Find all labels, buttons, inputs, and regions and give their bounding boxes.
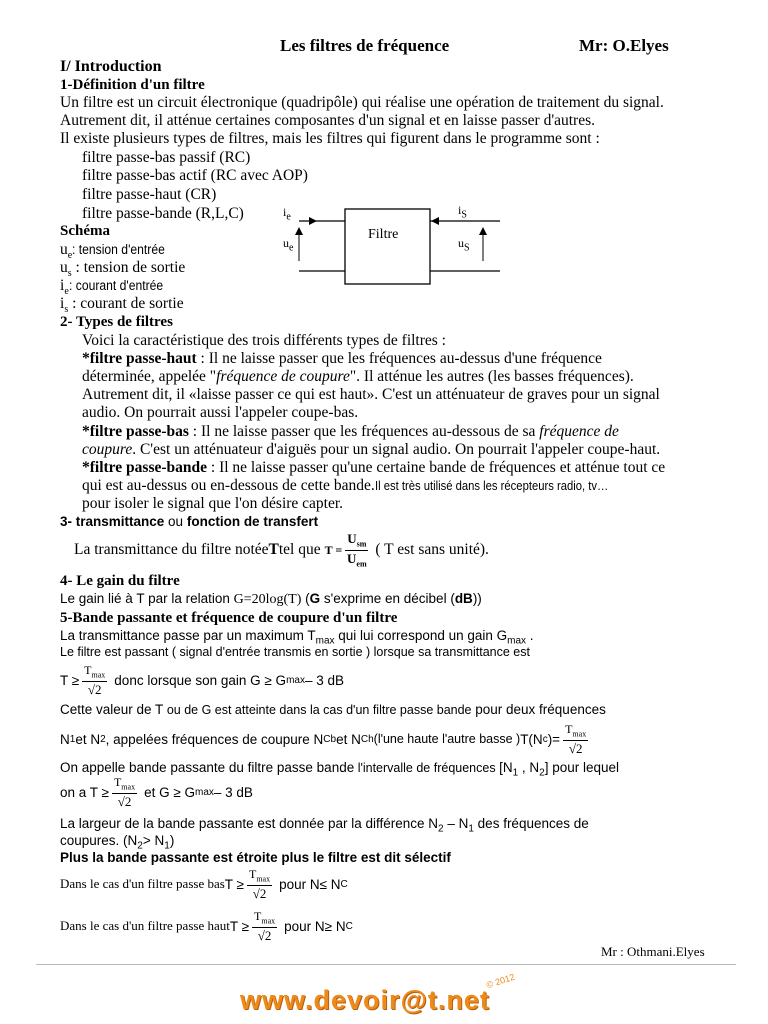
filter-type-item: filtre passe-haut (CR) <box>82 186 217 203</box>
filter-box-label: Filtre <box>368 227 399 242</box>
legend-ie: $i_e$: courant d'entrée <box>60 277 163 298</box>
bandwidth-line-4: Cette valeur de T ou de G est atteinte dans la cas d'un filtre passe bande pour deux fréquences <box>60 702 606 717</box>
filter-block-diagram <box>275 195 520 295</box>
definition-line-2: Autrement dit, il atténue certaines composantes d'un signal et en laisse passer d'autres. <box>60 112 596 129</box>
footer-divider <box>36 964 736 965</box>
bandwidth-line-6: On appelle bande passante du filtre passe bande l'intervalle de fréquences [$N_1$ , $N_2$] pour lequel <box>60 760 620 779</box>
site-logo: www.devoir@t.net <box>240 985 490 1015</box>
filter-type-item: filtre passe-bas actif (RC avec AOP) <box>82 167 308 184</box>
tmax-over-root2: $\frac{T_{max}}{√2}$ <box>84 663 106 697</box>
diagram-ie-label: $i_e$ <box>283 205 291 223</box>
tmax-over-root2: $\frac{T_{max}}{√2}$ <box>113 775 136 809</box>
transmittance-heading: 3- transmittance ou fonction de transfert <box>60 514 319 529</box>
types-heading: 2- Types de filtres <box>60 314 173 330</box>
bandwidth-line-7: on a T ≥ $\frac{T_{max}}{√2}$ et G ≥ G max – 3 dB <box>60 775 253 809</box>
bandwidth-line-8: La largeur de la bande passante est donnée par la différence $N_2 - N_1$ des fréquences de <box>60 816 589 835</box>
bandwidth-line-1: La transmittance passe par un maximum $T_{max}$ qui lui correspond un gain $G_{max}$ . <box>60 628 534 647</box>
diagram-us-label: $u_S$ <box>458 236 470 254</box>
filter-type-item: filtre passe-bas passif (RC) <box>82 149 251 166</box>
footer-signature: Mr : Othmani.Elyes <box>601 944 705 959</box>
legend-us: $u_s$ : tension de sortie <box>60 259 186 280</box>
page-title: Les filtres de fréquence <box>280 36 450 55</box>
transmittance-fraction: $\frac{U_{sm}}{U_{em}}$ <box>347 530 367 569</box>
selectivity-statement: Plus la bande passante est étroite plus le filtre est dit sélectif <box>60 850 451 865</box>
tmax-over-root2: $\frac{T_{max}}{√2}$ <box>248 867 271 901</box>
highpass-line-2: déterminée, appelée "fréquence de coupure". Il atténue les autres (les basses fréquences). <box>82 368 634 385</box>
definition-line-1: Un filtre est un circuit électronique (quadripôle) qui réalise une opération de traitement du signal. <box>60 94 664 111</box>
gain-definition: Le gain lié à T par la relation G=20log(T) (G s'exprime en décibel (dB)) <box>60 591 482 607</box>
logo-year: © 2012 <box>485 971 516 991</box>
filter-type-item: filtre passe-bande (R,L,C) <box>82 205 244 222</box>
ie-arrow-icon <box>309 217 317 225</box>
highpass-line-4: audio. On pourrait aussi l'appeler coupe-bas. <box>82 404 359 421</box>
bandpass-line-1: *filtre passe-bande : Il ne laisse passer qu'une certaine bande de fréquences et atténue tout ce <box>82 459 666 476</box>
tmax-over-root2: $\frac{T_{max}}{√2}$ <box>254 909 276 943</box>
ue-arrow-icon <box>295 227 303 235</box>
definition-heading: 1-Définition d'un filtre <box>60 77 205 93</box>
bandwidth-line-5: N 1 et N 2 , appelées fréquences de coupure N Cb et N Ch (l'une haute l'autre basse ) T(N c )= $\frac{T_{max}}{√2}$ <box>60 722 587 756</box>
bandwidth-line-9: coupures. $(N_2> N_1)$ <box>60 833 175 852</box>
lowpass-condition: Dans le cas d'un filtre passe bas T ≥ $\frac{T_{max}}{√2}$ pour N≤ N C <box>60 867 348 901</box>
legend-ue: $u_e$: tension d'entrée <box>60 241 166 262</box>
lowpass-line-1: *filtre passe-bas : Il ne laisse passer que les fréquences au-dessous de sa fréquence de <box>82 423 619 440</box>
highpass-line-1: *filtre passe-haut : Il ne laisse passer que les fréquences au-dessus d'une fréquence <box>82 350 602 367</box>
bandpass-line-2: qui est au-dessus ou en-dessous de cette bande.Il est très utilisé dans les récepteurs radio, tv… <box>82 477 608 494</box>
highpass-condition: Dans le cas d'un filtre passe haut T ≥ $\frac{T_{max}}{√2}$ pour N≥ N C <box>60 909 353 943</box>
types-intro: Voici la caractéristique des trois différents types de filtres : <box>82 332 446 349</box>
bandwidth-line-2: Le filtre est passant ( signal d'entrée transmis en sortie ) lorsque sa transmittance est <box>60 645 530 659</box>
transmittance-definition: La transmittance du filtre notée T tel que T = $\frac{U_{sm}}{U_{em}}$ ( T est sans unité). <box>74 530 489 569</box>
filter-box <box>345 209 430 284</box>
schema-heading: Schéma <box>60 223 110 239</box>
diagram-ue-label: $u_e$ <box>283 236 294 254</box>
is-arrow-icon <box>431 217 439 225</box>
diagram-is-label: $i_S$ <box>458 203 467 221</box>
legend-is: $i_s$ : courant de sortie <box>60 295 184 316</box>
section-heading-introduction: I/ Introduction <box>60 58 162 75</box>
us-arrow-icon <box>479 227 487 235</box>
bandwidth-heading: 5-Bande passante et fréquence de coupure d'un filtre <box>60 610 398 626</box>
lowpass-line-2: coupure. C'est un atténuateur d'aiguës pour un signal audio. On pourrait l'appeler coupe-haut. <box>82 441 661 458</box>
bandwidth-line-3: T ≥ $\frac{T_{max}}{√2}$ donc lorsque son gain G ≥ G max – 3 dB <box>60 663 344 697</box>
bandpass-line-3: pour isoler le signal que l'on désire capter. <box>82 495 344 512</box>
definition-line-3: Il existe plusieurs types de filtres, mais les filtres qui figurent dans le programme sont : <box>60 130 600 147</box>
tmax-over-root2: $\frac{T_{max}}{√2}$ <box>565 722 587 756</box>
gain-heading: 4- Le gain du filtre <box>60 573 180 589</box>
author-header: Mr: O.Elyes <box>579 36 669 55</box>
highpass-line-3: Autrement dit, il «laisse passer ce qui est haut». C'est un atténuateur de graves pour un signal <box>82 386 660 403</box>
